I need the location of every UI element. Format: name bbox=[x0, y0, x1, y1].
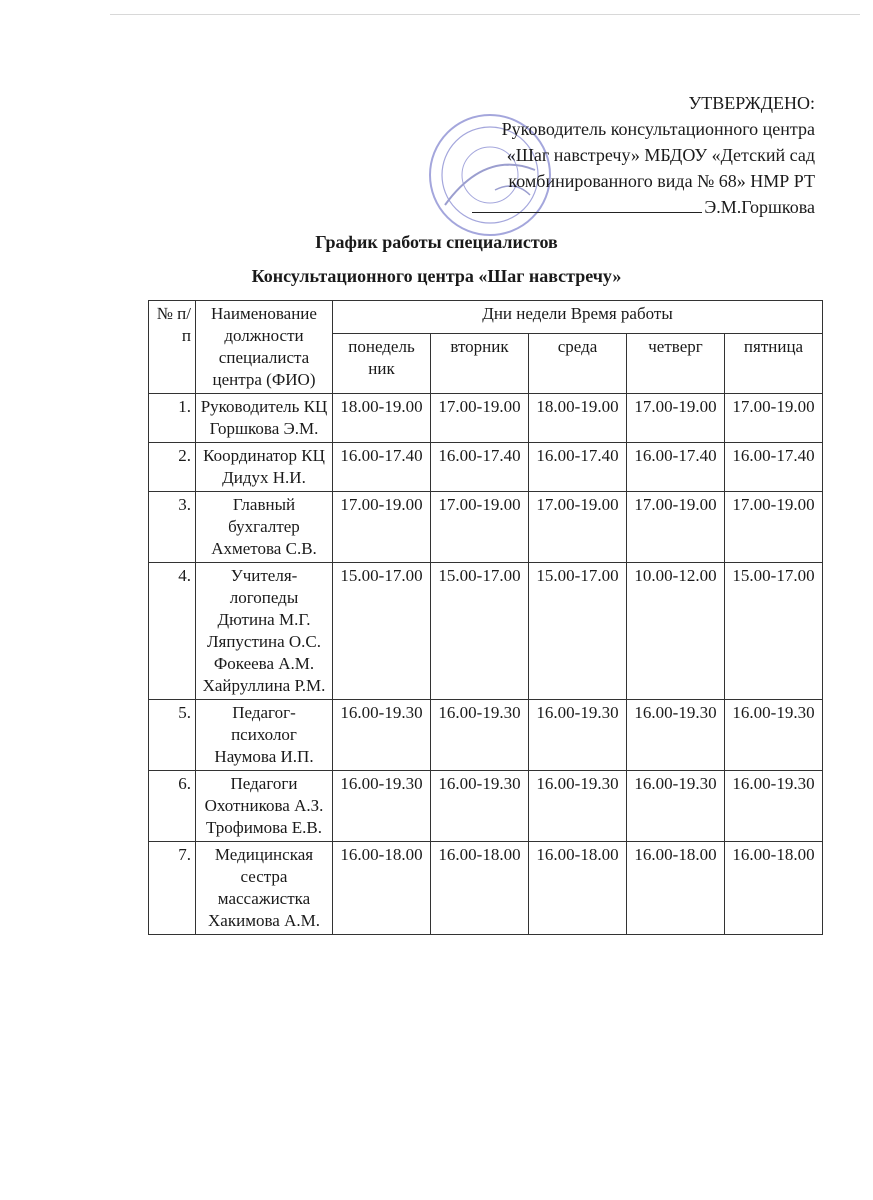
row-time: 17.00-19.00 bbox=[333, 492, 431, 563]
row-num: 5. bbox=[149, 700, 196, 771]
row-time: 16.00-19.30 bbox=[627, 771, 725, 842]
row-num: 6. bbox=[149, 771, 196, 842]
row-time: 17.00-19.00 bbox=[431, 492, 529, 563]
row-time: 16.00-19.30 bbox=[333, 700, 431, 771]
row-time: 16.00-18.00 bbox=[627, 842, 725, 935]
row-time: 16.00-19.30 bbox=[725, 771, 823, 842]
row-time: 16.00-18.00 bbox=[431, 842, 529, 935]
signature-line bbox=[472, 196, 702, 213]
approval-heading: УТВЕРЖДЕНО: bbox=[688, 93, 815, 113]
row-time: 16.00-19.30 bbox=[529, 771, 627, 842]
row-position: Медицинская сестра массажистка Хакимова А.М. bbox=[196, 842, 333, 935]
table-row bbox=[149, 700, 823, 771]
row-time: 17.00-19.00 bbox=[529, 492, 627, 563]
row-time: 17.00-19.00 bbox=[725, 492, 823, 563]
row-position: Руководитель КЦ Горшкова Э.М. bbox=[196, 394, 333, 443]
row-time: 17.00-19.00 bbox=[627, 394, 725, 443]
row-time: 17.00-19.00 bbox=[627, 492, 725, 563]
row-time: 16.00-17.40 bbox=[529, 443, 627, 492]
header-position: Наименование должности специалиста центра (ФИО) bbox=[196, 301, 333, 394]
row-time: 16.00-19.30 bbox=[725, 700, 823, 771]
row-time: 16.00-18.00 bbox=[725, 842, 823, 935]
document-subtitle: Консультационного центра «Шаг навстречу» bbox=[251, 266, 622, 286]
table-row bbox=[149, 842, 823, 935]
row-time: 16.00-17.40 bbox=[431, 443, 529, 492]
row-time: 15.00-17.00 bbox=[431, 563, 529, 700]
row-position: Педагог-психолог Наумова И.П. bbox=[196, 700, 333, 771]
row-time: 16.00-19.30 bbox=[529, 700, 627, 771]
row-position: Координатор КЦ Дидух Н.И. bbox=[196, 443, 333, 492]
header-day: пятница bbox=[725, 334, 823, 394]
approval-line-2: «Шаг навстречу» МБДОУ «Детский сад bbox=[506, 145, 815, 165]
row-time: 18.00-19.00 bbox=[529, 394, 627, 443]
header-num: № п/п bbox=[149, 301, 196, 394]
row-time: 17.00-19.00 bbox=[725, 394, 823, 443]
table-header-row bbox=[149, 301, 823, 334]
row-time: 15.00-17.00 bbox=[333, 563, 431, 700]
row-time: 16.00-18.00 bbox=[529, 842, 627, 935]
row-time: 16.00-19.30 bbox=[627, 700, 725, 771]
table-row bbox=[149, 443, 823, 492]
row-num: 4. bbox=[149, 563, 196, 700]
header-day: вторник bbox=[431, 334, 529, 394]
row-time: 16.00-17.40 bbox=[627, 443, 725, 492]
header-day: четверг bbox=[627, 334, 725, 394]
row-time: 10.00-12.00 bbox=[627, 563, 725, 700]
table-row bbox=[149, 771, 823, 842]
row-time: 16.00-19.30 bbox=[333, 771, 431, 842]
row-num: 7. bbox=[149, 842, 196, 935]
row-time: 15.00-17.00 bbox=[529, 563, 627, 700]
row-time: 17.00-19.00 bbox=[431, 394, 529, 443]
table-row bbox=[149, 563, 823, 700]
scan-edge-line bbox=[110, 14, 860, 15]
row-num: 2. bbox=[149, 443, 196, 492]
table-row bbox=[149, 394, 823, 443]
approval-block bbox=[472, 90, 815, 220]
row-position: Педагоги Охотникова А.З. Трофимова Е.В. bbox=[196, 771, 333, 842]
row-position: Учителя-логопеды Дютина М.Г. Ляпустина О.С. Фокеева А.М. Хайруллина Р.М. bbox=[196, 563, 333, 700]
row-num: 1. bbox=[149, 394, 196, 443]
row-time: 16.00-17.40 bbox=[333, 443, 431, 492]
header-day: понедель ник bbox=[333, 334, 431, 394]
row-time: 16.00-19.30 bbox=[431, 771, 529, 842]
row-time: 15.00-17.00 bbox=[725, 563, 823, 700]
row-time: 16.00-18.00 bbox=[333, 842, 431, 935]
row-time: 16.00-19.30 bbox=[431, 700, 529, 771]
header-day: среда bbox=[529, 334, 627, 394]
document-title: График работы специалистов bbox=[315, 232, 558, 252]
row-position: Главный бухгалтер Ахметова С.В. bbox=[196, 492, 333, 563]
signature-row bbox=[472, 194, 815, 220]
schedule-table bbox=[148, 300, 823, 935]
header-days-group: Дни недели Время работы bbox=[333, 301, 823, 334]
signature-name: Э.М.Горшкова bbox=[704, 197, 815, 217]
row-num: 3. bbox=[149, 492, 196, 563]
approval-line-1: Руководитель консультационного центра bbox=[501, 119, 815, 139]
table-row bbox=[149, 492, 823, 563]
row-time: 16.00-17.40 bbox=[725, 443, 823, 492]
approval-line-3: комбинированного вида № 68» НМР РТ bbox=[508, 171, 815, 191]
row-time: 18.00-19.00 bbox=[333, 394, 431, 443]
